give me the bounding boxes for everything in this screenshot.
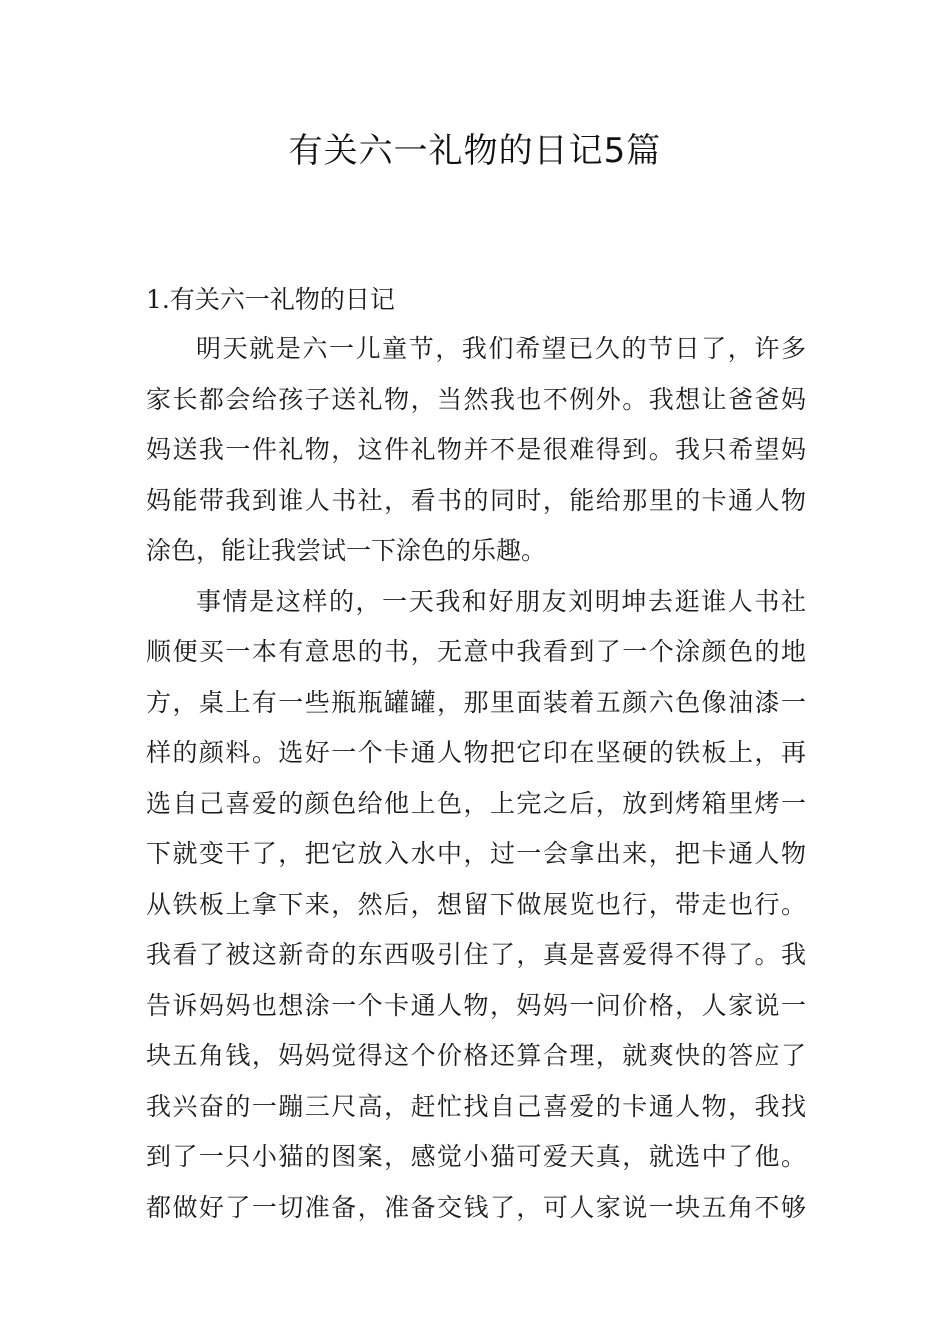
document-body <box>146 276 806 1233</box>
paragraph-line: 告诉妈妈也想涂一个卡通人物，妈妈一问价格，人家说一 <box>146 990 806 1020</box>
paragraph-line: 家长都会给孩子送礼物，当然我也不例外。我想让爸爸妈 <box>146 384 806 414</box>
paragraph-line: 选自己喜爱的颜色给他上色，上完之后，放到烤箱里烤一 <box>146 788 806 818</box>
paragraph-line: 妈能带我到谁人书社，看书的同时，能给那里的卡通人物 <box>146 485 806 515</box>
paragraph-line: 明天就是六一儿童节，我们希望已久的节日了，许多 <box>196 334 806 363</box>
paragraph-line: 块五角钱，妈妈觉得这个价格还算合理，就爽快的答应了 <box>146 1041 806 1070</box>
section-heading: 1.有关六一礼物的日记 <box>146 285 395 314</box>
paragraph-line: 妈送我一件礼物，这件礼物并不是很难得到。我只希望妈 <box>146 435 806 464</box>
paragraph-line: 都做好了一切准备，准备交钱了，可人家说一块五角不够 <box>146 1192 806 1222</box>
paragraph-line: 我兴奋的一蹦三尺高，赶忙找自己喜爱的卡通人物，我找 <box>146 1091 806 1121</box>
document-title: 有关六一礼物的日记5篇 <box>288 131 662 171</box>
paragraph-line: 下就变干了，把它放入水中，过一会拿出来，把卡通人物 <box>146 839 806 868</box>
paragraph-line: 我看了被这新奇的东西吸引住了，真是喜爱得不得了。我 <box>146 940 806 969</box>
paragraph-line: 方，桌上有一些瓶瓶罐罐，那里面装着五颜六色像油漆一 <box>146 687 806 717</box>
paragraph-line: 样的颜料。选好一个卡通人物把它印在坚硬的铁板上，再 <box>146 738 806 767</box>
paragraph-line: 涂色，能让我尝试一下涂色的乐趣。 <box>146 536 547 565</box>
paragraph-line: 到了一只小猫的图案，感觉小猫可爱天真，就选中了他。 <box>146 1142 806 1171</box>
paragraph-line: 事情是这样的，一天我和好朋友刘明坤去逛谁人书社 <box>196 586 806 616</box>
paragraph-line: 从铁板上拿下来，然后，想留下做展览也行，带走也行。 <box>146 889 806 919</box>
paragraph-line: 顺便买一本有意思的书，无意中我看到了一个涂颜色的地 <box>146 637 806 666</box>
